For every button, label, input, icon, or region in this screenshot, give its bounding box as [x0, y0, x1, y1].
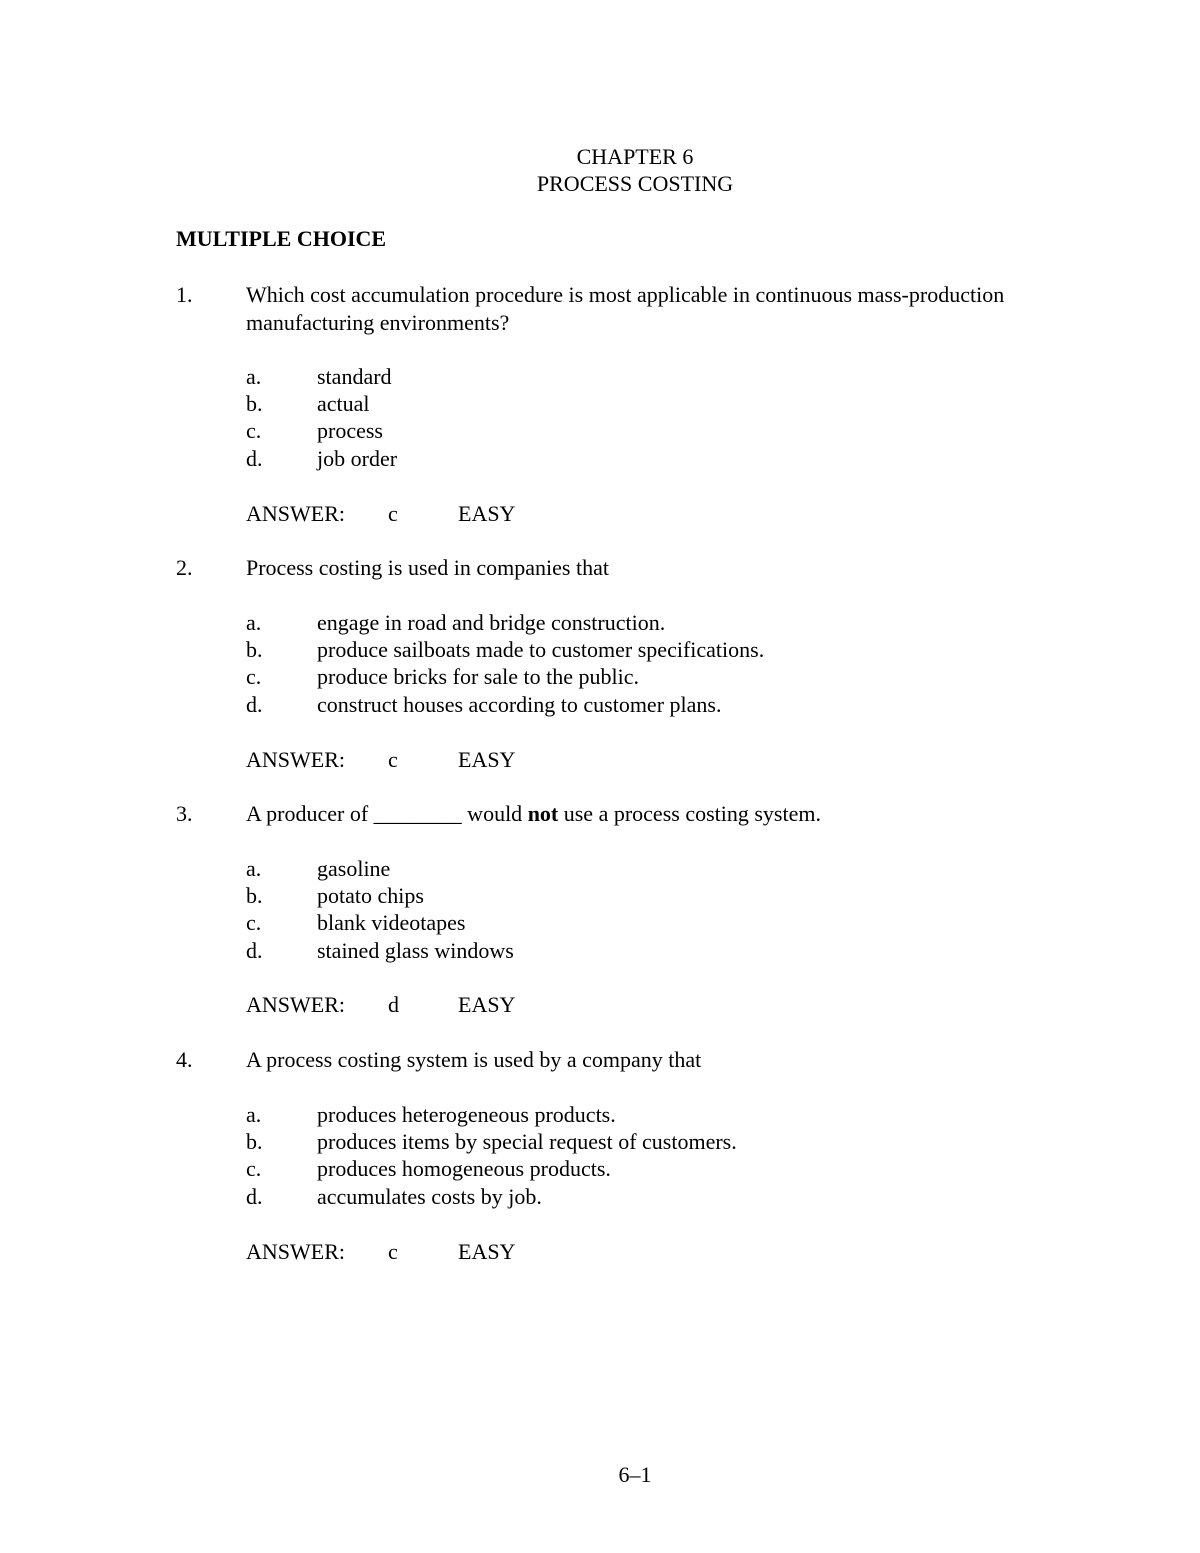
- answer-label: ANSWER:: [246, 747, 345, 772]
- option-text: produces homogeneous products.: [317, 1156, 611, 1181]
- answer-difficulty: EASY: [458, 747, 516, 772]
- page-number: 6–1: [618, 1462, 652, 1487]
- question-text: [246, 800, 1076, 828]
- answer-label: ANSWER:: [246, 501, 345, 526]
- option-letter: b.: [246, 637, 263, 662]
- option-text: stained glass windows: [317, 938, 514, 963]
- question-text: A process costing system is used by a company that: [246, 1047, 702, 1072]
- answer-difficulty: EASY: [458, 1239, 516, 1264]
- question-text-before: A producer of ________ would: [246, 801, 528, 826]
- answer-key: c: [388, 747, 398, 772]
- answer-label: ANSWER:: [246, 992, 345, 1017]
- option-text: blank videotapes: [317, 910, 466, 935]
- question-number: 2.: [176, 555, 193, 580]
- answer-label: ANSWER:: [246, 1239, 345, 1264]
- option-letter: d.: [246, 1184, 263, 1209]
- answer-difficulty: EASY: [458, 992, 516, 1017]
- option-letter: a.: [246, 856, 262, 881]
- chapter-title: PROCESS COSTING: [536, 171, 734, 196]
- option-text: produces heterogeneous products.: [317, 1102, 616, 1127]
- option-letter: a.: [246, 1102, 262, 1127]
- option-text: accumulates costs by job.: [317, 1184, 542, 1209]
- option-text: produce sailboats made to customer specifications.: [317, 637, 765, 662]
- option-letter: b.: [246, 391, 263, 416]
- question-number: 1.: [176, 282, 193, 307]
- question-text: Process costing is used in companies that: [246, 555, 609, 580]
- option-letter: b.: [246, 1129, 263, 1154]
- answer-key: d: [388, 992, 399, 1017]
- option-text: produces items by special request of customers.: [317, 1129, 737, 1154]
- chapter-heading: CHAPTER 6: [576, 144, 694, 169]
- answer-key: c: [388, 501, 398, 526]
- question-text-emphasis: not: [527, 801, 559, 826]
- option-letter: d.: [246, 938, 263, 963]
- option-letter: c.: [246, 1156, 262, 1181]
- option-text: process: [317, 418, 383, 443]
- question-text: Which cost accumulation procedure is most applicable in continuous mass-production manufacturing environments?: [246, 282, 1005, 335]
- option-letter: c.: [246, 910, 262, 935]
- option-text: potato chips: [317, 883, 424, 908]
- option-letter: b.: [246, 883, 263, 908]
- option-letter: a.: [246, 610, 262, 635]
- section-title: MULTIPLE CHOICE: [176, 226, 387, 251]
- option-letter: c.: [246, 418, 262, 443]
- question-number: 4.: [176, 1047, 193, 1072]
- option-letter: c.: [246, 664, 262, 689]
- option-text: actual: [317, 391, 370, 416]
- option-letter: a.: [246, 364, 262, 389]
- question-number: 3.: [176, 801, 193, 826]
- question-text-after: use a process costing system.: [558, 801, 821, 826]
- option-text: engage in road and bridge construction.: [317, 610, 666, 635]
- answer-key: c: [388, 1239, 398, 1264]
- option-text: produce bricks for sale to the public.: [317, 664, 639, 689]
- option-text: standard: [317, 364, 392, 389]
- option-letter: d.: [246, 446, 263, 471]
- option-text: job order: [317, 446, 398, 471]
- option-text: construct houses according to customer plans.: [317, 692, 722, 717]
- answer-difficulty: EASY: [458, 501, 516, 526]
- option-letter: d.: [246, 692, 263, 717]
- option-text: gasoline: [317, 856, 391, 881]
